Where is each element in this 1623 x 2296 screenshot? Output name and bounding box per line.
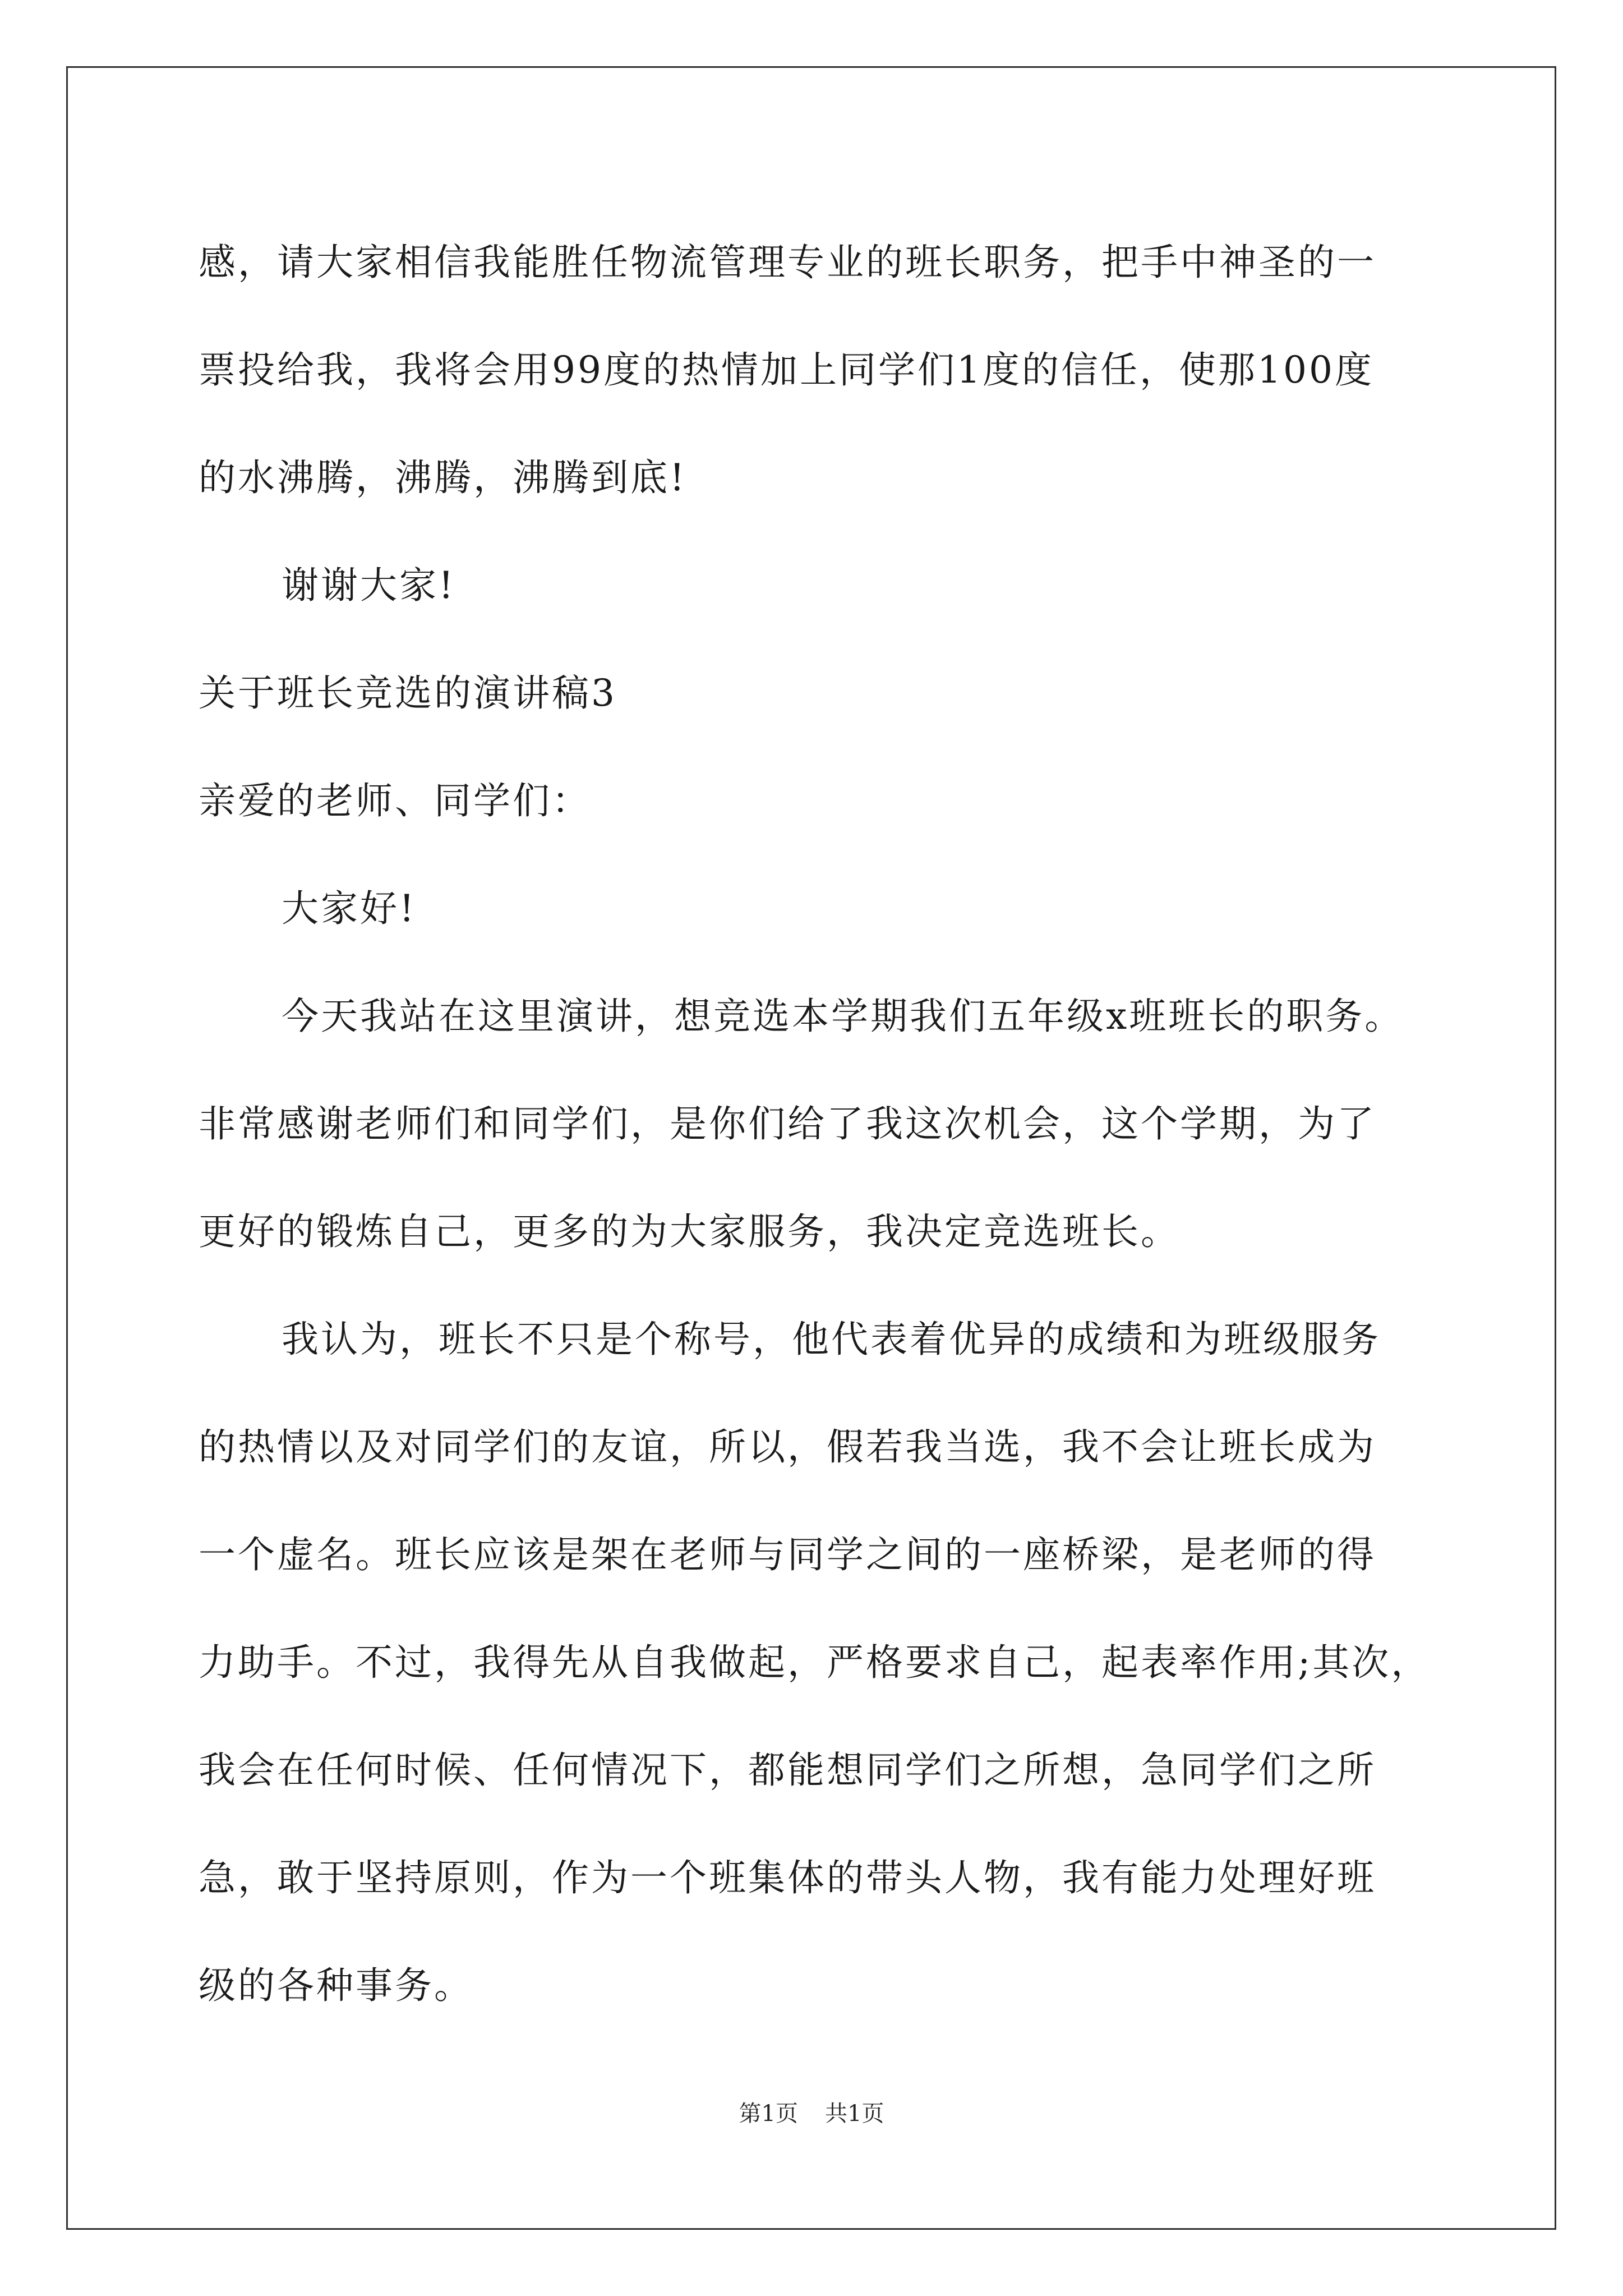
text-line: 我认为，班长不只是个称号，他代表着优异的成绩和为班级服务 [282, 1318, 1381, 1361]
document-body [199, 209, 1435, 2040]
page-number-current: 第1页 [739, 2101, 798, 2127]
page-footer [0, 2097, 1623, 2131]
text-line: 的水沸腾，沸腾，沸腾到底! [199, 456, 687, 499]
text-line: 力助手。不过，我得先从自我做起，严格要求自己，起表率作用;其次， [199, 1641, 1431, 1684]
text-line: 感，请大家相信我能胜任物流管理专业的班长职务，把手中神圣的一 [199, 241, 1376, 284]
text-line: 票投给我，我将会用99度的热情加上同学们1度的信任，使那100度 [199, 348, 1374, 392]
section-title: 关于班长竞选的演讲稿3 [199, 671, 617, 715]
page-number-total: 共1页 [825, 2101, 884, 2127]
text-line: 级的各种事务。 [199, 1964, 473, 2007]
text-line: 我会在任何时候、任何情况下，都能想同学们之所想，急同学们之所 [199, 1749, 1376, 1792]
text-line: 谢谢大家! [282, 564, 456, 607]
text-line: 的热情以及对同学们的友谊，所以，假若我当选，我不会让班长成为 [199, 1425, 1376, 1469]
text-line: 大家好! [282, 887, 417, 930]
text-line: 非常感谢老师们和同学们，是你们给了我这次机会，这个学期，为了 [199, 1102, 1376, 1145]
text-line: 急，敢于坚持原则，作为一个班集体的带头人物，我有能力处理好班 [199, 1856, 1376, 1899]
text-line: 今天我站在这里演讲，想竞选本学期我们五年级x班班长的职务。 [282, 995, 1404, 1038]
salutation: 亲爱的老师、同学们： [199, 779, 591, 822]
text-line: 一个虚名。班长应该是架在老师与同学之间的一座桥梁，是老师的得 [199, 1533, 1376, 1576]
text-line: 更好的锻炼自己，更多的为大家服务，我决定竞选班长。 [199, 1210, 1180, 1253]
